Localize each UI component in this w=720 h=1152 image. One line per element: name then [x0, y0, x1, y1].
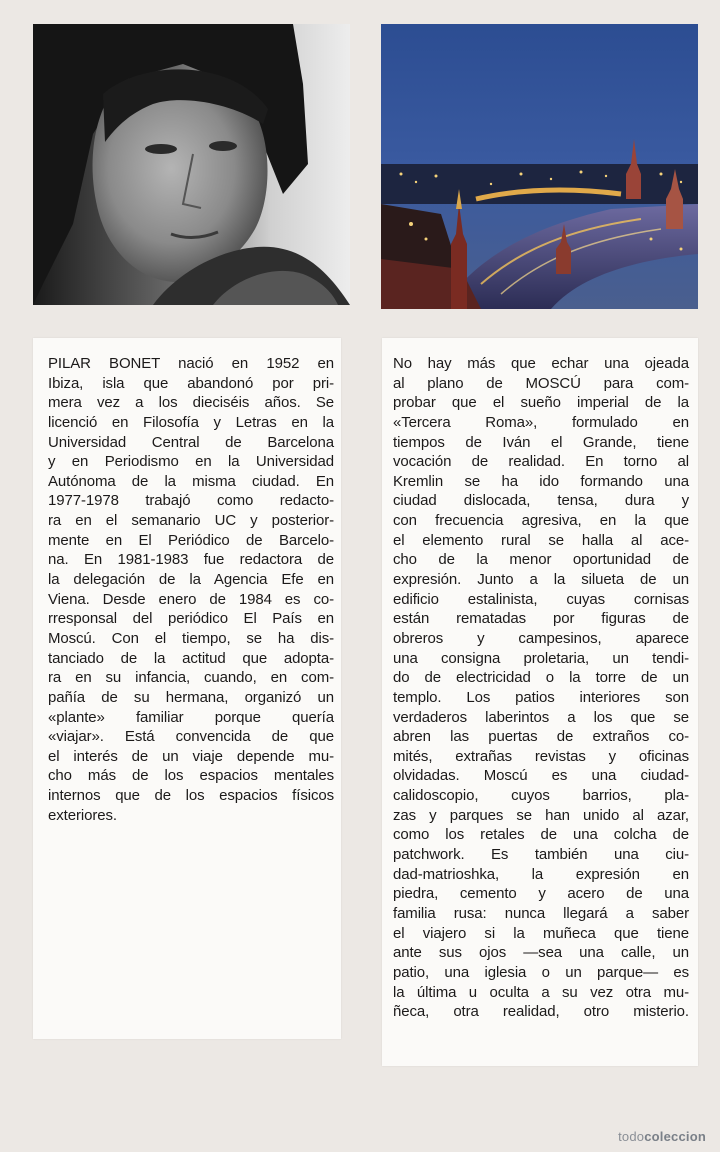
description-line: do de electricidad o la torre de un [393, 669, 689, 687]
bio-line: pañía de su hermana, organizó un [48, 688, 334, 706]
bio-line: Autónoma de la misma ciudad. En [48, 472, 334, 490]
description-line: la última u oculta a su vez otra mu- [393, 983, 689, 1001]
bio-line: Moscú. Con el tiempo, se ha dis- [48, 629, 334, 647]
description-line: el elemento rural se halla al ace- [393, 531, 689, 549]
description-line: están rematadas por figuras de [393, 610, 689, 628]
bio-line: licenció en Filosofía y Letras en la [48, 413, 334, 431]
bio-line: ra en su infancia, cuando, en com- [48, 669, 334, 687]
description-line: mités, extrañas revistas y oficinas [393, 747, 689, 765]
bio-line: 1977-1978 trabajó como redacto- [48, 492, 334, 510]
description-line: una consigna proletaria, un tendi- [393, 649, 689, 667]
description-line: familia rusa: nunca llegará a saber [393, 904, 689, 922]
watermark-part-1: todo [618, 1129, 645, 1144]
description-line: vocación de realidad. En torno al [393, 453, 689, 471]
description-line: templo. Los patios interiores son [393, 688, 689, 706]
bio-line: «plante» familiar porque quería [48, 708, 334, 726]
description-line: cho de la menor oportunidad de [393, 551, 689, 569]
bio-line: cho más de los espacios mentales [48, 767, 334, 785]
description-line: obreros y campesinos, aparece [393, 629, 689, 647]
bio-line: la delegación de la Agencia Efe en [48, 571, 334, 589]
description-line: tiempos de Iván el Grande, tiene [393, 433, 689, 451]
description-line: edificio estalinista, cuyas cornisas [393, 590, 689, 608]
description-line: piedra, cemento y acero de una [393, 885, 689, 903]
description-line: verdaderos laberintos a los que se [393, 708, 689, 726]
description-line: Kremlin se ha ido formando una [393, 472, 689, 490]
moscow-night-photo [381, 24, 698, 309]
bio-line: Universidad Central de Barcelona [48, 433, 334, 451]
description-line: al plano de MOSCÚ para com- [393, 374, 689, 392]
description-line: No hay más que echar una ojeada [393, 355, 689, 372]
author-portrait-photo [33, 24, 350, 305]
bio-line: ra en el semanario UC y posterior- [48, 512, 334, 530]
bio-line: mera vez a los dieciséis años. Se [48, 394, 334, 412]
todocoleccion-watermark [618, 1129, 706, 1144]
description-line: patio, una iglesia o un parque— es [393, 963, 689, 981]
description-line: patchwork. Es también una ciu- [393, 846, 689, 864]
description-line: ciudad dislocada, tensa, dura y [393, 492, 689, 510]
description-line: zas y parques se han unido al azar, [393, 806, 689, 824]
bio-line: Ibiza, isla que abandonó por pri- [48, 374, 334, 392]
description-line: expresión. Junto a la silueta de un [393, 571, 689, 589]
bio-line: y en Periodismo en la Universidad [48, 453, 334, 471]
book-description-text [393, 354, 689, 1022]
description-line: ñeca, otra realidad, otro misterio. [393, 1003, 689, 1021]
author-portrait-image [33, 24, 350, 305]
bio-line: exteriores. [48, 806, 117, 824]
bio-line: Viena. Desde enero de 1984 es co- [48, 590, 334, 608]
bio-line: tanciado de la actitud que adopta- [48, 649, 334, 667]
description-line: dad-matrioshka, la expresión en [393, 865, 689, 883]
description-line: el viajero si la muñeca que tiene [393, 924, 689, 942]
description-line: calidoscopio, cuyos barrios, pla- [393, 787, 689, 805]
bio-line: «viajar». Está convencida de que [48, 728, 334, 746]
bio-line: el interés de un viaje depende mu- [48, 747, 334, 765]
description-line: con frecuencia agresiva, en la que [393, 512, 689, 530]
description-line: ante sus ojos —sea una calle, un [393, 944, 689, 962]
description-line: «Tercera Roma», formulado en [393, 413, 689, 431]
bio-line: rresponsal del periódico El País en [48, 610, 334, 628]
bio-line: na. En 1981-1983 fue redactora de [48, 551, 334, 569]
description-line: como los retales de una colcha de [393, 826, 689, 844]
description-line: olvidadas. Moscú es una ciudad- [393, 767, 689, 785]
author-bio-text [48, 354, 334, 825]
bio-line: internos que de los espacios físicos [48, 787, 334, 805]
description-line: abren las puertas de extraños co- [393, 728, 689, 746]
moscow-night-image [381, 24, 698, 309]
description-line: probar que el sueño imperial de la [393, 394, 689, 412]
watermark-part-2: coleccion [644, 1129, 706, 1144]
bio-line: PILAR BONET nació en 1952 en [48, 355, 334, 372]
bio-line: mente en El Periódico de Barcelo- [48, 531, 334, 549]
